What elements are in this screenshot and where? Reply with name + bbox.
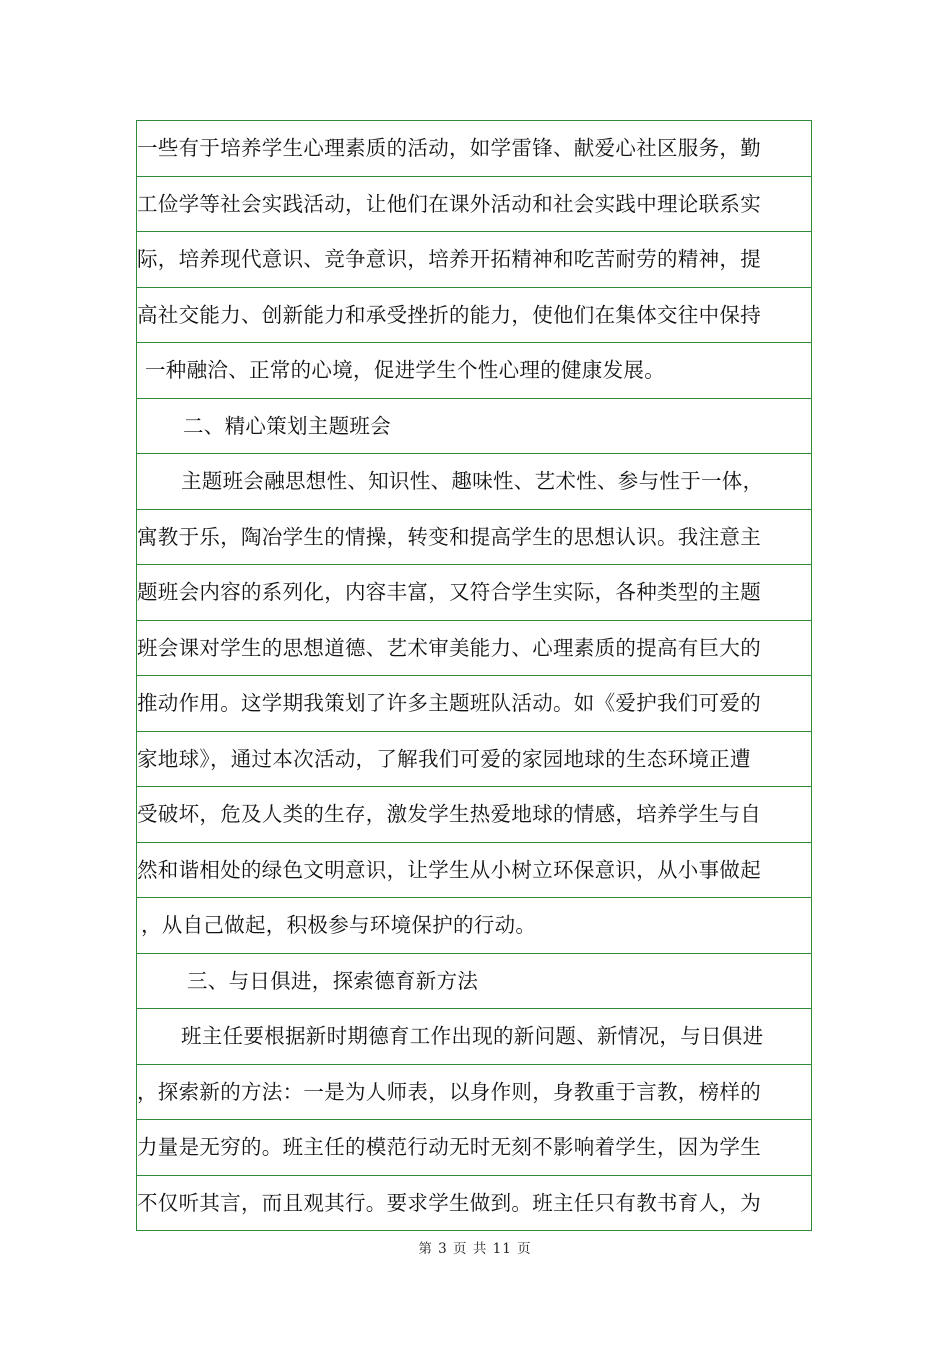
- line-text: 家地球》，通过本次活动，了解我们可爱的家园地球的生态环境正遭: [137, 746, 751, 771]
- text-line: [137, 565, 811, 621]
- section-heading-text: 三、与日俱进，探索德育新方法: [187, 968, 479, 993]
- line-text: 际，培养现代意识、竞争意识，培养开拓精神和吃苦耐劳的精神，提: [137, 247, 761, 271]
- section-heading-text: 二、精心策划主题班会: [183, 413, 391, 438]
- text-line: [137, 121, 811, 177]
- text-line: [137, 454, 811, 510]
- text-line: [137, 898, 811, 954]
- text-line: [137, 1120, 811, 1176]
- text-line: [137, 510, 811, 566]
- line-text: 力量是无穷的。班主任的模范行动无时无刻不影响着学生，因为学生: [137, 1135, 761, 1159]
- line-text: 然和谐相处的绿色文明意识，让学生从小树立环保意识，从小事做起: [137, 857, 761, 882]
- line-text: 不仅听其言，而且观其行。要求学生做到。班主任只有教书育人，为: [137, 1191, 761, 1215]
- line-text: 工俭学等社会实践活动，让他们在课外活动和社会实践中理论联系实: [137, 191, 761, 216]
- line-text: 题班会内容的系列化，内容丰富，又符合学生实际，各种类型的主题: [137, 580, 761, 604]
- text-line: [137, 232, 811, 288]
- text-line: [137, 732, 811, 788]
- section-heading: [137, 399, 811, 455]
- line-text: 班会课对学生的思想道德、艺术审美能力、心理素质的提高有巨大的: [137, 635, 761, 660]
- line-text: ，从自己做起，积极参与环境保护的行动。: [141, 913, 537, 937]
- text-line: [137, 177, 811, 233]
- ruled-text-box: [136, 120, 812, 1231]
- text-line: [137, 1176, 811, 1232]
- text-line: [137, 1065, 811, 1121]
- text-line: [137, 676, 811, 732]
- section-heading: [137, 954, 811, 1010]
- text-line: [137, 343, 811, 399]
- page-number-footer: 第 3 页 共 11 页: [418, 1241, 532, 1257]
- text-line: [137, 843, 811, 899]
- line-text: 主题班会融思想性、知识性、趣味性、艺术性、参与性于一体，: [181, 469, 764, 493]
- text-line: [137, 288, 811, 344]
- line-text: 一种融洽、正常的心境，促进学生个性心理的健康发展。: [145, 358, 665, 382]
- line-text: ，探索新的方法：一是为人师表，以身作则，身教重于言教，榜样的: [137, 1079, 761, 1104]
- line-text: 班主任要根据新时期德育工作出现的新问题、新情况，与日俱进: [181, 1024, 764, 1048]
- text-line: [137, 621, 811, 677]
- line-text: 推动作用。这学期我策划了许多主题班队活动。如《爱护我们可爱的: [137, 691, 761, 715]
- text-line: [137, 787, 811, 843]
- line-text: 寓教于乐，陶冶学生的情操，转变和提高学生的思想认识。我注意主: [137, 524, 761, 549]
- text-line: [137, 1009, 811, 1065]
- line-text: 高社交能力、创新能力和承受挫折的能力，使他们在集体交往中保持: [137, 302, 761, 327]
- line-text: 一些有于培养学生心理素质的活动，如学雷锋、献爱心社区服务，勤: [137, 136, 761, 160]
- line-text: 受破坏，危及人类的生存，激发学生热爱地球的情感，培养学生与自: [137, 802, 761, 826]
